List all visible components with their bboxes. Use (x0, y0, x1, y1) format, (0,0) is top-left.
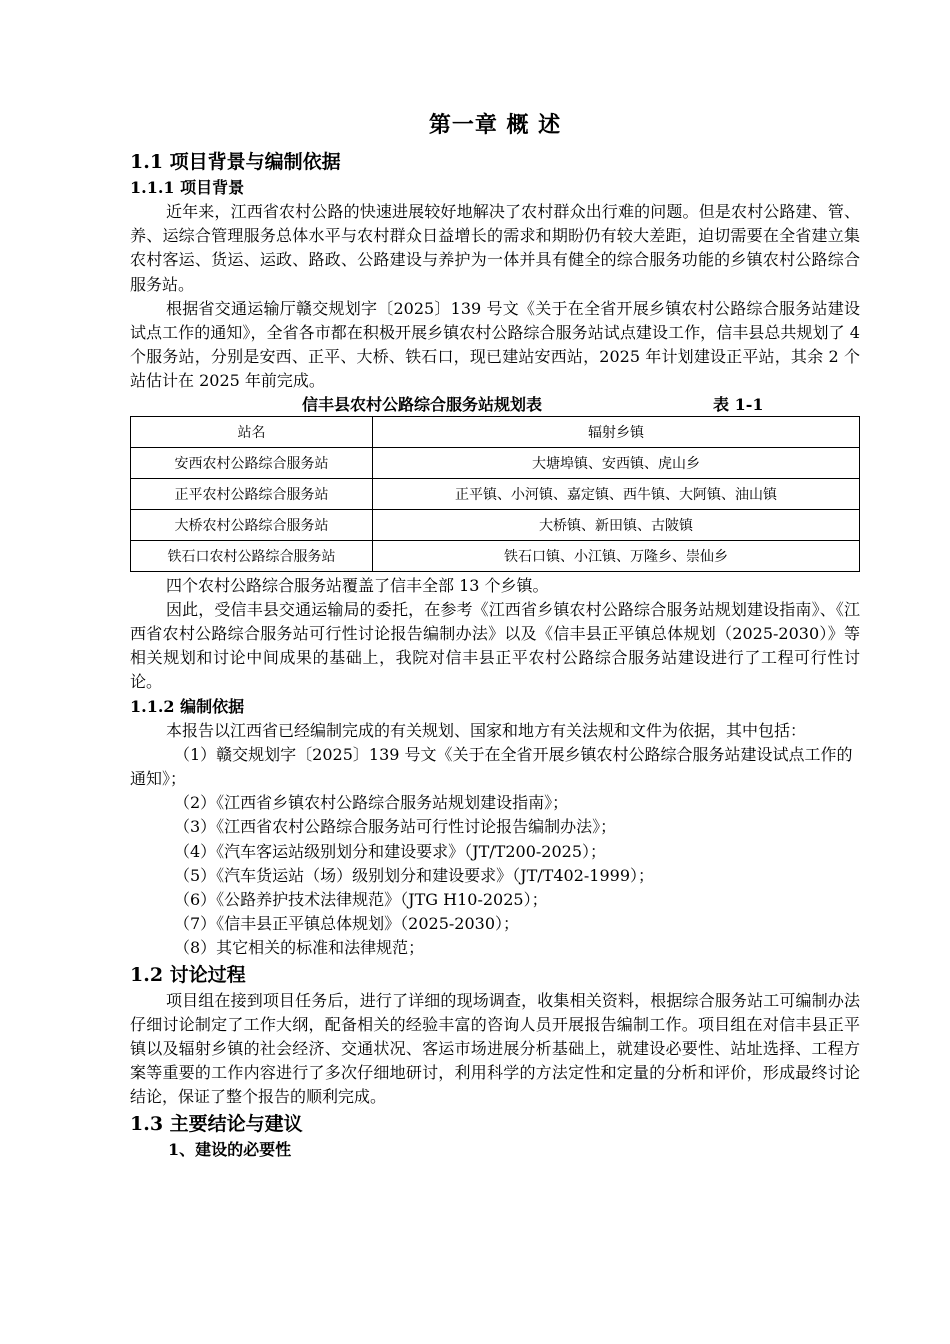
table-caption (130, 394, 860, 416)
paragraph-background-1: 近年来，江西省农村公路的快速进展较好地解决了农村群众出行难的问题。但是农村公路建、管、养、运综合管理服务总体水平与农村群众日益增长的需求和期盼仍有较大差距，迫切需要在全省建立集农村客运、货运、运政、路政、公路建设与养护为一体并具有健全的综合服务功能的乡镇农村公路综合服务站。 (130, 202, 860, 294)
basis-list-item: （3）《江西省农村公路综合服务站可行性讨论报告编制办法》； (174, 817, 617, 837)
table-row (131, 540, 860, 571)
document-page (130, 108, 860, 1162)
chapter-title: 第一章 概 述 (428, 112, 562, 138)
table-row (131, 447, 860, 478)
paragraph-background-2: 根据省交通运输厅赣交规划字〔2025〕139 号文《关于在全省开展乡镇农村公路综合服务站建设试点工作的通知》，全省各市都在积极开展乡镇农村公路综合服务站试点建设工作，信丰县总共规划了 4 个服务站，分别是安西、正平、大桥、铁石口，现已建站安西站，2025 年计划建设正平站，其余 2 个站估计在 2025 年前完成。 (130, 298, 860, 391)
basis-list-item: （4）《汽车客运站级别划分和建设要求》（JT/T200-2025）； (174, 841, 606, 861)
section-1-3-title: 1.3 主要结论与建议 (130, 1112, 303, 1135)
table-cell-towns: 正平镇、小河镇、嘉定镇、西牛镇、大阿镇、油山镇 (373, 478, 860, 509)
table-cell-station: 正平农村公路综合服务站 (131, 478, 373, 509)
conclusion-item-necessity: 1、建设的必要性 (168, 1139, 292, 1159)
paragraph-commission: 因此，受信丰县交通运输局的委托，在参考《江西省乡镇农村公路综合服务站规划建设指南》、《江西省农村公路综合服务站可行性讨论报告编制办法》以及《信丰县正平镇总体规划（2025-2030）》等相关规划和讨论中间成果的基础上，我院对信丰县正平农村公路综合服务站建设进行了工程可行性讨论。 (130, 599, 860, 692)
basis-list-item: （6）《公路养护技术法律规范》（JTG H10-2025）； (174, 890, 548, 910)
basis-list-item: （8）其它相关的标准和法律规范； (174, 938, 425, 958)
section-1-1-1-title: 1.1.1 项目背景 (130, 178, 245, 197)
table-title: 信丰县农村公路综合服务站规划表 (302, 394, 543, 414)
table-cell-station: 安西农村公路综合服务站 (131, 447, 373, 478)
section-1-1-2-title: 1.1.2 编制依据 (130, 696, 245, 716)
table-cell-towns: 铁石口镇、小江镇、万隆乡、崇仙乡 (373, 540, 860, 571)
paragraph-process: 项目组在接到项目任务后，进行了详细的现场调查，收集相关资料，根据综合服务站工可编制办法仔细讨论制定了工作大纲，配备相关的经验丰富的咨询人员开展报告编制工作。项目组在对信丰县正平镇以及辐射乡镇的社会经济、交通状况、客运市场进展分析基础上，就建设必要性、站址选择、工程方案等重要的工作内容进行了多次仔细地研讨，利用科学的方法定性和定量的分析和评价，形成最终讨论结论，保证了整个报告的顺利完成。 (130, 990, 860, 1107)
basis-list-item: （2）《江西省乡镇农村公路综合服务站规划建设指南》； (174, 793, 569, 813)
table-cell-towns: 大塘埠镇、安西镇、虎山乡 (373, 447, 860, 478)
section-1-2-title: 1.2 讨论过程 (130, 963, 246, 986)
table-cell-station: 大桥农村公路综合服务站 (131, 509, 373, 540)
table-cell-towns: 大桥镇、新田镇、古陂镇 (373, 509, 860, 540)
table-number: 表 1-1 (713, 394, 764, 414)
table-cell-station: 铁石口农村公路综合服务站 (131, 540, 373, 571)
table-header-towns: 辐射乡镇 (373, 416, 860, 447)
basis-list-item: （1）赣交规划字〔2025〕139 号文《关于在全省开展乡镇农村公路综合服务站建设试点工作的通知》； (130, 744, 853, 789)
table-row (131, 478, 860, 509)
section-1-1-title: 1.1 项目背景与编制依据 (130, 151, 341, 173)
paragraph-coverage: 四个农村公路综合服务站覆盖了信丰全部 13 个乡镇。 (166, 575, 549, 595)
table-row (131, 509, 860, 540)
station-plan-table (130, 416, 860, 572)
basis-list-item: （7）《信丰县正平镇总体规划》（2025-2030）； (174, 914, 520, 934)
table-header-row (131, 416, 860, 447)
table-header-station: 站名 (131, 416, 373, 447)
basis-list-item: （5）《汽车货运站（场）级别划分和建设要求》（JT/T402-1999）； (174, 865, 654, 885)
paragraph-basis-intro: 本报告以江西省已经编制完成的有关规划、国家和地方有关法规和文件为依据，其中包括： (166, 720, 807, 740)
